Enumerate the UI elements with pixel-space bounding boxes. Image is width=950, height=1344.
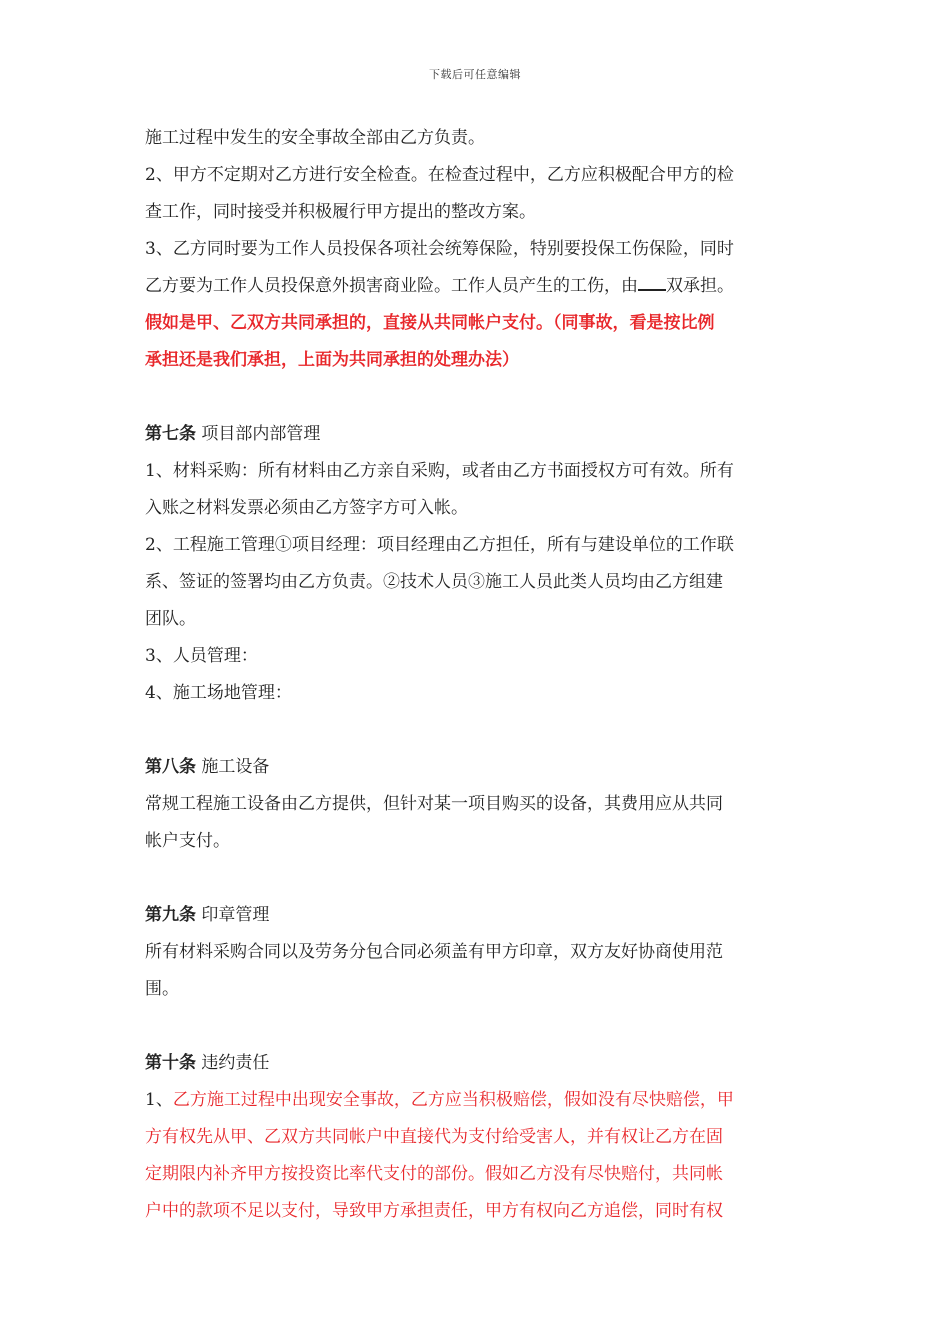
paragraph-line: 3、乙方同时要为工作人员投保各项社会统筹保险，特别要投保工伤保险，同时 [145,239,734,259]
document-body [145,120,810,1230]
section-heading-9 [145,897,810,934]
section-heading-7 [145,416,810,453]
page-header: 下载后可任意编辑 [429,68,521,81]
paragraph-line [145,1082,810,1119]
text-segment: 乙方要为工作人员投保意外损害商业险。工作人员产生的工伤，由 [145,276,638,296]
paragraph-line: 2、甲方不定期对乙方进行安全检查。在检查过程中，乙方应积极配合甲方的检 [145,165,734,185]
paragraph-line: 常规工程施工设备由乙方提供，但针对某一项目购买的设备，其费用应从共同 [145,794,723,814]
paragraph-line: 所有材料采购合同以及劳务分包合同必须盖有甲方印章，双方友好协商使用范 [145,942,723,962]
paragraph-line: 3、人员管理： [145,646,258,666]
section-title: 施工设备 [201,757,270,777]
paragraph-line: 1、材料采购：所有材料由乙方亲自采购，或者由乙方书面授权方可有效。所有 [145,461,734,481]
highlighted-text-line: 方有权先从甲、乙双方共同帐户中直接代为支付给受害人，并有权让乙方在固 [145,1127,723,1147]
section-title: 项目部内部管理 [201,424,321,444]
highlighted-text-line: 户中的款项不足以支付，导致甲方承担责任，甲方有权向乙方追偿，同时有权 [145,1201,723,1221]
paragraph-line: 围。 [145,979,179,999]
paragraph-line: 帐户支付。 [145,831,230,851]
paragraph-line: 入账之材料发票必须由乙方签字方可入帐。 [145,498,468,518]
section-heading-10 [145,1045,810,1082]
highlighted-text: 乙方施工过程中出现安全事故，乙方应当积极赔偿，假如没有尽快赔偿，甲 [172,1090,734,1110]
section-title: 违约责任 [201,1053,270,1073]
section-title: 印章管理 [201,905,270,925]
paragraph-line: 施工过程中发生的安全事故全部由乙方负责。 [145,128,485,148]
blank-underline [638,275,666,291]
section-number: 第七条 [145,424,196,444]
paragraph-line: 团队。 [145,609,196,629]
highlighted-text-line: 定期限内补齐甲方按投资比率代支付的部份。假如乙方没有尽快赔付，共同帐 [145,1164,723,1184]
highlighted-note-line: 假如是甲、乙双方共同承担的，直接从共同帐户支付。（同事故，看是按比例 [145,313,715,333]
paragraph-line: 系、签证的签署均由乙方负责。②技术人员③施工人员此类人员均由乙方组建 [145,572,723,592]
paragraph-line: 2、工程施工管理①项目经理：项目经理由乙方担任，所有与建设单位的工作联 [145,535,734,555]
paragraph-line: 查工作，同时接受并积极履行甲方提出的整改方案。 [145,202,536,222]
highlighted-note-line: 承担还是我们承担，上面为共同承担的处理办法） [145,350,519,370]
paragraph-line: 4、施工场地管理： [145,683,292,703]
text-segment: 双承担。 [666,276,734,296]
paragraph-line [145,268,810,305]
section-number: 第八条 [145,757,196,777]
item-number: 1、 [145,1090,173,1110]
section-number: 第十条 [145,1053,196,1073]
section-number: 第九条 [145,905,196,925]
section-heading-8 [145,749,810,786]
